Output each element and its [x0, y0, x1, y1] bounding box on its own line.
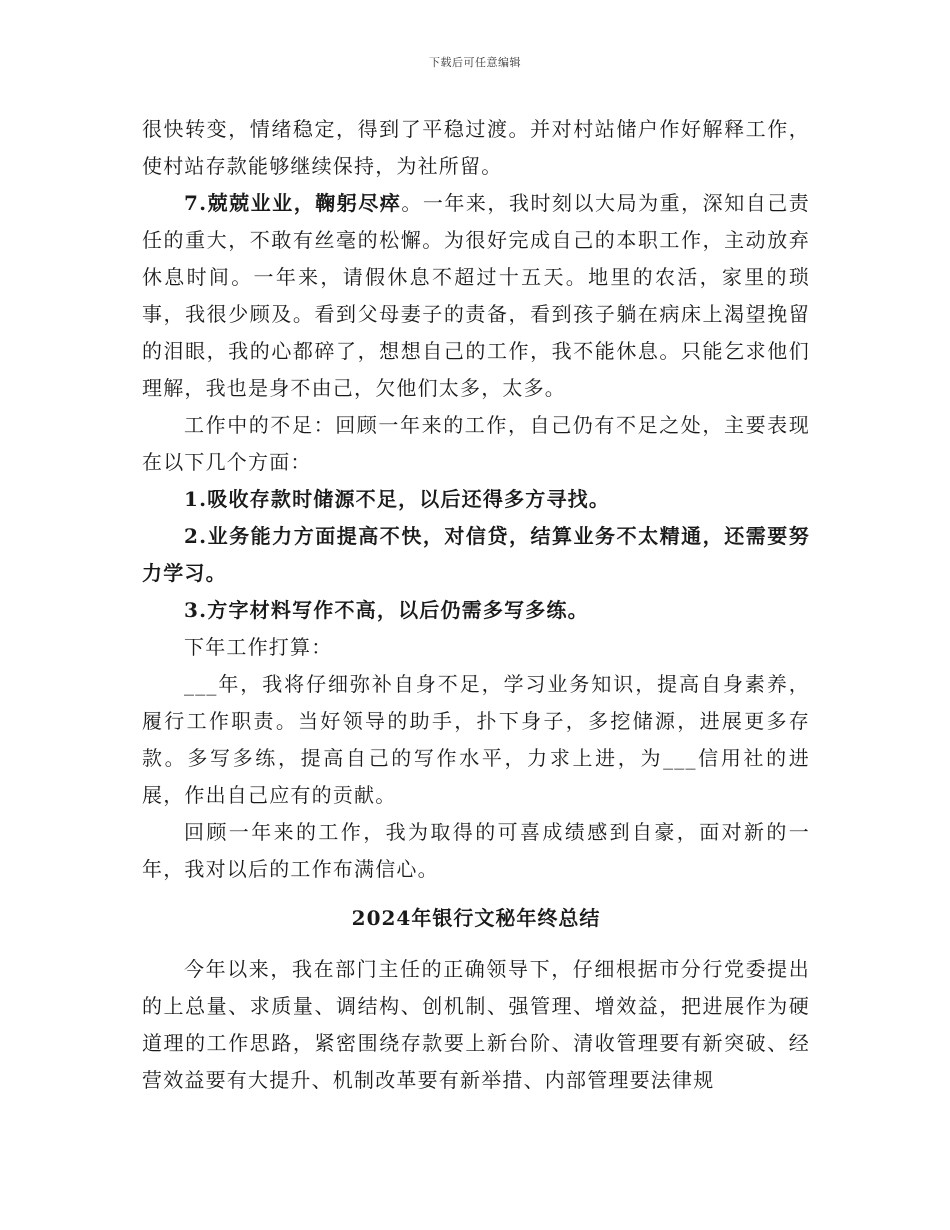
section-title: 2024年银行文秘年终总结: [351, 906, 601, 930]
paragraph: 下年工作打算：: [184, 635, 333, 659]
paragraph: 回顾一年来的工作，我为取得的可喜成绩感到自豪，面对新的一年，我对以后的工作布满信心。: [142, 820, 810, 881]
paragraph: 很快转变，情绪稳定，得到了平稳过渡。并对村站储户作好解释工作，使村站存款能够继续保持，为社所留。: [142, 117, 810, 178]
paragraph: 今年以来，我在部门主任的正确领导下，仔细根据市分行党委提出的上总量、求质量、调结构、创机制、强管理、增效益，把进展作为硬道理的工作思路，紧密围绕存款要上新台阶、清收管理要有新突破、经营效益要有大提升、机制改革要有新举措、内部管理要法律规: [142, 957, 810, 1092]
list-item: 1.吸收存款时储源不足，以后还得多方寻找。: [184, 487, 611, 511]
paragraph-body: 。一年来，我时刻以大局为重，深知自己责任的重大，不敢有丝毫的松懈。为很好完成自己的本职工作，主动放弃休息时间。一年来，请假休息不超过十五天。地里的农活，家里的琐事，我很少顾及。看到父母妻子的责备，看到孩子躺在病床上渴望挽留的泪眼，我的心都碎了，想想自己的工作，我不能休息。只能乞求他们理解，我也是身不由己，欠他们太多，太多。: [142, 191, 810, 400]
paragraph: [142, 185, 810, 407]
paragraph: ___年，我将仔细弥补自身不足，学习业务知识，提高自身素养，履行工作职责。当好领导的助手，扑下身子，多挖储源，进展更多存款。多写多练，提高自己的写作水平，力求上进，为___信用社的进展，作出自己应有的贡献。: [142, 672, 810, 807]
document-body: [142, 111, 810, 1099]
paragraph-lead: 7.兢兢业业，鞠躬尽瘁: [184, 191, 402, 215]
paragraph: 工作中的不足：回顾一年来的工作，自己仍有不足之处，主要表现在以下几个方面：: [142, 413, 810, 474]
list-item: 2.业务能力方面提高不快，对信贷，结算业务不太精通，还需要努力学习。: [142, 524, 810, 585]
header-note: 下载后可任意编辑: [429, 56, 521, 69]
list-item: 3.方字材料写作不高，以后仍需多写多练。: [184, 598, 589, 622]
